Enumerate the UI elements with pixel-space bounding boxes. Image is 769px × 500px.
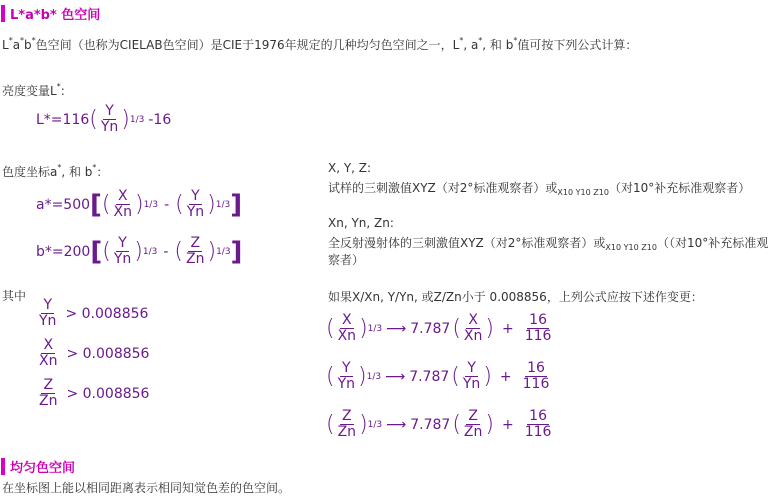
replacement-formula-x: ( $\frac{X}{Xn}$ ) 1/3 ⟶ 7.787 ( $\frac{X}{Xn}$ ) + $\frac{16}{116}$ [326,312,552,344]
section2-description: 在坐标图上能以相同距离表示相同知觉色差的色空间。 [2,481,291,495]
section-title: L*a*b* 色空间 [10,7,101,23]
b-star-formula: b*=200 [ ( $\frac{Y}{Yn}$ ) 1/3 - ( $\frac{Z}{Zn}$ ) 1/3 ] [36,235,243,267]
condition-note: 如果X/Xn, Y/Yn, 或Z/Zn小于 0.008856，上列公式应按下述作变更： [328,290,703,304]
replacement-formula-z: ( $\frac{Z}{Zn}$ ) 1/3 ⟶ 7.787 ( $\frac{Z}{Zn}$ ) + $\frac{16}{116}$ [326,408,552,440]
replacement-formula-y: ( $\frac{Y}{Yn}$ ) 1/3 ⟶ 7.787 ( $\frac{Y}{Yn}$ ) + $\frac{16}{116}$ [326,360,550,392]
section-title: 均匀色空间 [10,460,76,476]
lightness-formula: L*=116 ( $\frac{Y}{Yn}$ ) 1/3 -16 [36,103,172,135]
lightness-label: 亮度变量L*: [2,82,65,98]
condition-x: $\frac{X}{Xn}$ > 0.008856 [39,337,150,369]
section-heading-lab [0,3,100,23]
chroma-label: 色度坐标a*, 和 b*： [2,163,109,179]
where-label: 其中 [2,289,27,303]
a-star-formula: a*=500 [ ( $\frac{X}{Xn}$ ) 1/3 - ( $\frac{Y}{Yn}$ ) 1/3 ] [36,188,243,220]
xyz-heading: X, Y, Z: [328,161,372,175]
intro-paragraph: L*a*b*色空间（也称为CIELAB色空间）是CIE于1976年规定的几种均匀色空间之一，L*, a*, 和 b*值可按下列公式计算： [2,36,638,52]
xnynzn-description: 全反射漫射体的三刺激值XYZ（对2°标准观察者）或$_{X10 Y10 Z10}$（（对10°补充标准观 [328,236,769,252]
xnynzn-heading: Xn, Yn, Zn: [328,216,394,230]
section-heading-uniform [0,456,75,476]
heading-accent-bar [1,458,5,475]
condition-y: $\frac{Y}{Yn}$ > 0.008856 [39,297,149,329]
xyz-description: 试样的三刺激值XYZ（对2°标准观察者）或$_{X10 Y10 Z10}$（对10°补充标准观察者） [328,181,751,197]
xnynzn-description-cont: 察者） [328,253,365,267]
heading-accent-bar [1,5,5,22]
condition-z: $\frac{Z}{Zn}$ > 0.008856 [39,377,150,409]
